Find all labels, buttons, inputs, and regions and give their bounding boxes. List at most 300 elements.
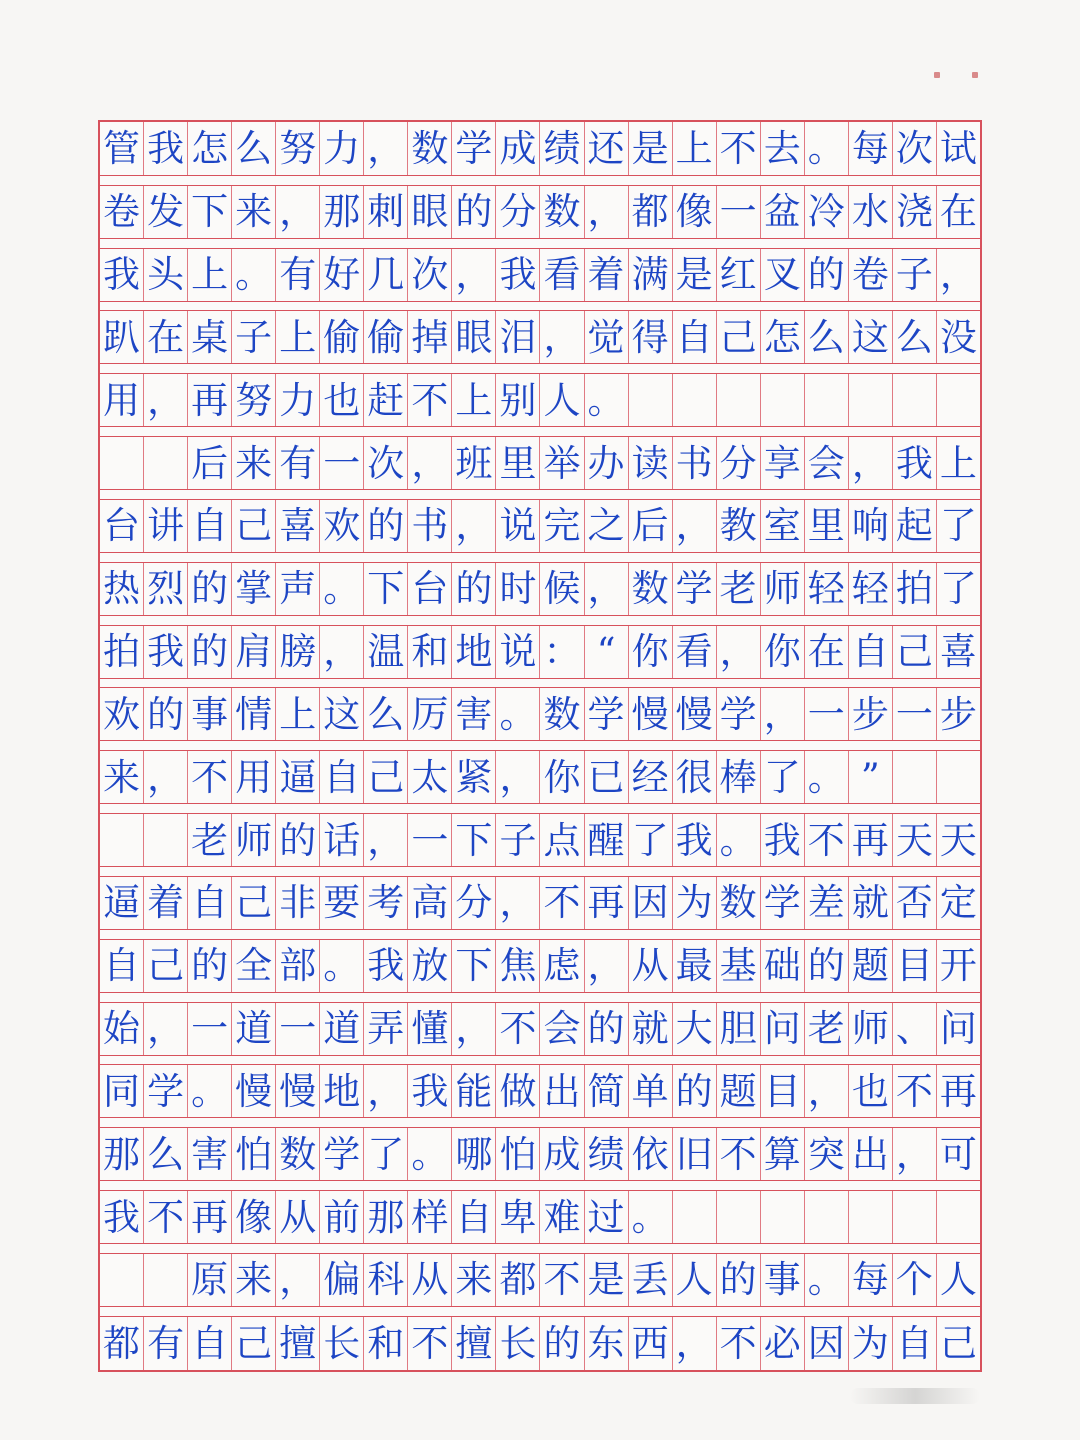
grid-cell: 懂 <box>408 1003 452 1055</box>
grid-cell <box>805 374 849 426</box>
grid-cell: ” <box>849 751 893 803</box>
grid-cell: 看 <box>673 626 717 678</box>
grid-cell: ， <box>585 940 629 992</box>
grid-cell: ， <box>761 688 805 740</box>
grid-cell: 数 <box>276 1128 320 1180</box>
grid-cell: 我 <box>144 122 188 175</box>
grid-cell: 出 <box>849 1128 893 1180</box>
grid-cell: 叉 <box>761 249 805 301</box>
grid-cell: 都 <box>629 186 673 238</box>
grid-cell: 算 <box>761 1128 805 1180</box>
grid-cell: 声 <box>276 563 320 615</box>
grid-cell: 老 <box>188 814 232 866</box>
grid-cell: 烈 <box>144 563 188 615</box>
grid-cell: 长 <box>320 1317 364 1370</box>
grid-row <box>100 1253 980 1307</box>
grid-cell: 那 <box>364 1191 408 1243</box>
grid-row <box>100 248 980 302</box>
grid-cell: ， <box>849 437 893 489</box>
grid-cell: ， <box>276 186 320 238</box>
grid-cell: 。 <box>805 751 849 803</box>
grid-cell: 要 <box>320 877 364 929</box>
grid-cell <box>100 1254 144 1306</box>
grid-cell: 己 <box>893 626 937 678</box>
grid-cell: 子 <box>496 814 540 866</box>
grid-cell: ， <box>364 122 408 175</box>
grid-row <box>100 939 980 993</box>
grid-cell: 看 <box>540 249 584 301</box>
grid-cell: 膀 <box>276 626 320 678</box>
grid-cell: 己 <box>232 1317 276 1370</box>
grid-cell: 就 <box>629 1003 673 1055</box>
grid-cell: 么 <box>144 1128 188 1180</box>
grid-cell: 。 <box>805 1254 849 1306</box>
grid-cell: 和 <box>408 626 452 678</box>
grid-cell <box>893 374 937 426</box>
grid-cell: 桌 <box>188 311 232 363</box>
grid-cell: 很 <box>673 751 717 803</box>
grid-cell: 说 <box>496 500 540 552</box>
grid-cell: 数 <box>629 563 673 615</box>
grid-cell: 温 <box>364 626 408 678</box>
grid-cell: 从 <box>276 1191 320 1243</box>
grid-row <box>100 1190 980 1244</box>
grid-cell: 掌 <box>232 563 276 615</box>
grid-cell: 完 <box>540 500 584 552</box>
grid-cell: 不 <box>540 877 584 929</box>
grid-cell: 学 <box>452 122 496 175</box>
grid-cell: 不 <box>408 1317 452 1370</box>
grid-cell: 不 <box>893 1065 937 1117</box>
grid-cell: 再 <box>939 1069 977 1113</box>
grid-cell: 了 <box>629 814 673 866</box>
grid-cell: 趴 <box>100 311 144 363</box>
grid-cell: 了 <box>761 751 805 803</box>
grid-cell: ， <box>408 437 452 489</box>
grid-cell: 努 <box>276 122 320 175</box>
grid-cell: 前 <box>320 1191 364 1243</box>
grid-cell: 单 <box>629 1065 673 1117</box>
grid-cell: 的 <box>188 563 232 615</box>
grid-cell: 喜 <box>939 630 977 674</box>
grid-cell: 轻 <box>805 563 849 615</box>
grid-cell: 教 <box>717 500 761 552</box>
grid-cell: 自 <box>452 1191 496 1243</box>
grid-cell: 过 <box>585 1191 629 1243</box>
grid-cell: 么 <box>232 122 276 175</box>
grid-cell: ， <box>673 1317 717 1370</box>
grid-cell: 的 <box>188 626 232 678</box>
grid-cell: 天 <box>893 814 937 866</box>
grid-cell: 卷 <box>849 249 893 301</box>
grid-cell: 长 <box>496 1317 540 1370</box>
grid-cell: 别 <box>496 374 540 426</box>
grid-cell: 上 <box>673 122 717 175</box>
grid-cell: 醒 <box>585 814 629 866</box>
grid-cell: 自 <box>188 500 232 552</box>
grid-cell: 己 <box>232 500 276 552</box>
grid-cell: 眼 <box>408 186 452 238</box>
grid-cell: 每 <box>849 122 893 175</box>
grid-cell: 次 <box>364 437 408 489</box>
grid-cell: 自 <box>188 877 232 929</box>
grid-cell: 擅 <box>276 1317 320 1370</box>
grid-cell: 事 <box>188 688 232 740</box>
grid-cell: 那 <box>100 1128 144 1180</box>
grid-cell: 一 <box>805 688 849 740</box>
grid-cell: 定 <box>939 881 977 925</box>
grid-cell: 焦 <box>496 940 540 992</box>
grid-cell: 来 <box>232 1254 276 1306</box>
grid-cell: 卷 <box>100 186 144 238</box>
grid-cell: 么 <box>893 311 937 363</box>
grid-cell <box>849 374 893 426</box>
grid-cell <box>629 374 673 426</box>
grid-cell: 基 <box>717 940 761 992</box>
grid-cell: 数 <box>540 688 584 740</box>
grid-cell: 我 <box>364 940 408 992</box>
grid-cell: 书 <box>408 500 452 552</box>
grid-cell: ， <box>144 1003 188 1055</box>
grid-cell: 书 <box>673 437 717 489</box>
grid-cell: 自 <box>893 1317 937 1370</box>
grid-row <box>100 625 980 679</box>
grid-cell: 候 <box>540 563 584 615</box>
grid-cell: 自 <box>849 626 893 678</box>
grid-row <box>100 436 980 490</box>
grid-cell <box>893 751 937 803</box>
grid-cell: 自 <box>100 940 144 992</box>
grid-cell <box>144 1254 188 1306</box>
grid-cell <box>673 374 717 426</box>
grid-cell: 难 <box>540 1191 584 1243</box>
grid-cell: 。 <box>629 1191 673 1243</box>
grid-cell: 最 <box>673 940 717 992</box>
grid-cell: ， <box>805 1065 849 1117</box>
grid-cell: 必 <box>761 1317 805 1370</box>
grid-cell: 去 <box>761 122 805 175</box>
grid-cell: 来 <box>100 751 144 803</box>
grid-cell: ， <box>452 249 496 301</box>
grid-cell: 么 <box>805 311 849 363</box>
grid-cell: 我 <box>496 249 540 301</box>
grid-cell: 眼 <box>452 311 496 363</box>
grid-cell: 不 <box>188 751 232 803</box>
grid-cell: 之 <box>585 500 629 552</box>
grid-cell: 好 <box>320 249 364 301</box>
grid-cell: 肩 <box>232 626 276 678</box>
grid-cell: 时 <box>496 563 540 615</box>
grid-cell: 上 <box>452 374 496 426</box>
grid-cell: 、 <box>893 1003 937 1055</box>
grid-cell: 欢 <box>320 500 364 552</box>
grid-cell: ， <box>320 626 364 678</box>
grid-cell: 话 <box>320 814 364 866</box>
grid-cell: 你 <box>761 626 805 678</box>
grid-cell: 偷 <box>364 311 408 363</box>
grid-cell: 可 <box>939 1132 977 1176</box>
grid-cell: 学 <box>673 563 717 615</box>
grid-cell: 的 <box>452 186 496 238</box>
grid-cell: ， <box>893 1128 937 1180</box>
grid-cell <box>937 1191 980 1243</box>
grid-cell: 有 <box>144 1317 188 1370</box>
grid-cell: 分 <box>717 437 761 489</box>
grid-cell: 绩 <box>585 1128 629 1180</box>
grid-cell: 你 <box>629 626 673 678</box>
grid-cell: 我 <box>761 814 805 866</box>
grid-cell: 点 <box>540 814 584 866</box>
grid-cell: ， <box>673 500 717 552</box>
grid-cell: 问 <box>939 1007 977 1051</box>
grid-cell: 了 <box>364 1128 408 1180</box>
grid-row <box>100 1127 980 1181</box>
grid-cell: 起 <box>893 500 937 552</box>
grid-cell: 目 <box>761 1065 805 1117</box>
grid-cell: 从 <box>629 940 673 992</box>
grid-cell: 得 <box>629 311 673 363</box>
grid-cell: 步 <box>939 692 977 736</box>
grid-cell: 浇 <box>893 186 937 238</box>
grid-cell: 非 <box>276 877 320 929</box>
grid-cell: 来 <box>232 186 276 238</box>
grid-cell: 没 <box>939 315 977 359</box>
grid-cell: 学 <box>717 688 761 740</box>
grid-cell: 也 <box>320 374 364 426</box>
grid-cell: 试 <box>939 127 977 170</box>
grid-cell: ， <box>496 751 540 803</box>
grid-cell: 。 <box>408 1128 452 1180</box>
grid-cell: 个 <box>893 1254 937 1306</box>
grid-cell: 础 <box>761 940 805 992</box>
grid-cell: 头 <box>144 249 188 301</box>
grid-cell: ， <box>144 374 188 426</box>
grid-cell: 始 <box>100 1003 144 1055</box>
grid-cell: 天 <box>939 818 977 862</box>
grid-cell: 差 <box>805 877 849 929</box>
grid-cell: 依 <box>629 1128 673 1180</box>
grid-cell: 成 <box>540 1128 584 1180</box>
grid-cell: 人 <box>939 1258 977 1302</box>
grid-row <box>100 562 980 616</box>
grid-cell: 科 <box>364 1254 408 1306</box>
grid-cell: 做 <box>496 1065 540 1117</box>
grid-cell: 。 <box>585 374 629 426</box>
grid-cell: 力 <box>276 374 320 426</box>
grid-cell: 满 <box>629 249 673 301</box>
grid-cell <box>100 437 144 489</box>
grid-cell: 次 <box>893 122 937 175</box>
grid-cell: 的 <box>673 1065 717 1117</box>
grid-cell: 响 <box>849 500 893 552</box>
grid-cell: 欢 <box>100 688 144 740</box>
grid-cell: 下 <box>364 563 408 615</box>
grid-cell: 老 <box>805 1003 849 1055</box>
grid-cell: 道 <box>320 1003 364 1055</box>
grid-cell: 自 <box>188 1317 232 1370</box>
grid-cell: 办 <box>585 437 629 489</box>
grid-cell: 一 <box>717 186 761 238</box>
grid-cell: 怕 <box>232 1128 276 1180</box>
grid-cell: 我 <box>893 437 937 489</box>
grid-cell: 的 <box>188 940 232 992</box>
grid-cell: 来 <box>232 437 276 489</box>
grid-row <box>100 499 980 553</box>
grid-cell: 。 <box>188 1065 232 1117</box>
grid-cell: 喜 <box>276 500 320 552</box>
grid-row <box>100 750 980 804</box>
grid-cell: 害 <box>452 688 496 740</box>
grid-cell: 己 <box>939 1321 977 1365</box>
grid-cell: 子 <box>232 311 276 363</box>
grid-cell: 一 <box>188 1003 232 1055</box>
grid-cell: 人 <box>673 1254 717 1306</box>
grid-cell: 师 <box>849 1003 893 1055</box>
grid-cell <box>144 437 188 489</box>
grid-cell: 分 <box>452 877 496 929</box>
grid-cell: 用 <box>100 374 144 426</box>
grid-cell: 么 <box>364 688 408 740</box>
grid-cell: 都 <box>100 1317 144 1370</box>
grid-cell: 怕 <box>496 1128 540 1180</box>
grid-cell: 不 <box>496 1003 540 1055</box>
grid-cell: ， <box>144 751 188 803</box>
grid-cell: 学 <box>320 1128 364 1180</box>
grid-cell: 。 <box>496 688 540 740</box>
grid-cell: 数 <box>408 122 452 175</box>
grid-cell: 问 <box>761 1003 805 1055</box>
grid-cell: 都 <box>496 1254 540 1306</box>
grid-cell: 数 <box>717 877 761 929</box>
grid-cell: 就 <box>849 877 893 929</box>
grid-cell: 每 <box>849 1254 893 1306</box>
grid-cell: 太 <box>408 751 452 803</box>
grid-cell: 拍 <box>100 626 144 678</box>
grid-cell: 后 <box>188 437 232 489</box>
grid-cell: ， <box>364 1065 408 1117</box>
grid-cell: 。 <box>717 814 761 866</box>
grid-cell: ， <box>717 626 761 678</box>
grid-cell: 我 <box>100 249 144 301</box>
grid-cell: 我 <box>144 626 188 678</box>
grid-cell: 。 <box>232 249 276 301</box>
grid-cell: 情 <box>232 688 276 740</box>
grid-cell <box>849 1191 893 1243</box>
grid-cell: 上 <box>188 249 232 301</box>
grid-cell: 盆 <box>761 186 805 238</box>
grid-row <box>100 876 980 930</box>
grid-cell: 逼 <box>276 751 320 803</box>
grid-cell: 高 <box>408 877 452 929</box>
grid-cell: 简 <box>585 1065 629 1117</box>
grid-cell: 因 <box>629 877 673 929</box>
grid-cell: 从 <box>408 1254 452 1306</box>
grid-cell: 室 <box>761 500 805 552</box>
grid-cell: 那 <box>320 186 364 238</box>
grid-row <box>100 813 980 867</box>
grid-cell: 哪 <box>452 1128 496 1180</box>
grid-cell: 卑 <box>496 1191 540 1243</box>
grid-cell: 步 <box>849 688 893 740</box>
grid-cell: 还 <box>585 122 629 175</box>
grid-cell: 这 <box>320 688 364 740</box>
grid-cell: 像 <box>673 186 717 238</box>
grid-cell: 的 <box>805 940 849 992</box>
grid-cell: ， <box>496 877 540 929</box>
grid-cell: 努 <box>232 374 276 426</box>
grid-cell: 台 <box>408 563 452 615</box>
grid-cell: ， <box>276 1254 320 1306</box>
grid-cell: 一 <box>893 688 937 740</box>
grid-row <box>100 1064 980 1118</box>
grid-row <box>100 310 980 364</box>
grid-cell: 同 <box>100 1065 144 1117</box>
grid-cell: 刺 <box>364 186 408 238</box>
grid-cell: 弄 <box>364 1003 408 1055</box>
grid-cell: 逼 <box>100 877 144 929</box>
grid-cell: 胆 <box>717 1003 761 1055</box>
grid-cell: 不 <box>144 1191 188 1243</box>
grid-cell: 怎 <box>761 311 805 363</box>
grid-cell: 不 <box>540 1254 584 1306</box>
grid-cell: 子 <box>893 249 937 301</box>
grid-cell: ， <box>452 500 496 552</box>
grid-cell: 全 <box>232 940 276 992</box>
grid-cell: 突 <box>805 1128 849 1180</box>
grid-cell: ， <box>540 311 584 363</box>
grid-cell: 自 <box>673 311 717 363</box>
grid-row <box>100 122 980 176</box>
grid-cell: 目 <box>893 940 937 992</box>
grid-cell: 成 <box>496 122 540 175</box>
grid-cell: 的 <box>805 249 849 301</box>
grid-cell: 着 <box>144 877 188 929</box>
grid-cell: 有 <box>276 437 320 489</box>
grid-cell: 能 <box>452 1065 496 1117</box>
grid-cell: 不 <box>408 374 452 426</box>
grid-cell: 管 <box>100 122 144 175</box>
grid-cell: 冷 <box>805 186 849 238</box>
grid-cell: 的 <box>276 814 320 866</box>
grid-cell: 题 <box>849 940 893 992</box>
grid-cell: 不 <box>805 814 849 866</box>
grid-cell: 上 <box>276 688 320 740</box>
grid-cell: 师 <box>232 814 276 866</box>
grid-cell: 己 <box>717 311 761 363</box>
grid-cell: 慢 <box>232 1065 276 1117</box>
grid-cell: 地 <box>452 626 496 678</box>
grid-cell: 题 <box>717 1065 761 1117</box>
grid-cell: 自 <box>320 751 364 803</box>
grid-cell: 样 <box>408 1191 452 1243</box>
grid-cell: 再 <box>585 877 629 929</box>
grid-row <box>100 1316 980 1370</box>
grid-row <box>100 687 980 741</box>
grid-cell: 出 <box>540 1065 584 1117</box>
grid-cell: 享 <box>761 437 805 489</box>
grid-cell: 这 <box>849 311 893 363</box>
grid-cell: 大 <box>673 1003 717 1055</box>
grid-cell: 己 <box>144 940 188 992</box>
grid-cell: 的 <box>717 1254 761 1306</box>
grid-cell: 你 <box>540 751 584 803</box>
grid-cell <box>673 1191 717 1243</box>
grid-cell: 的 <box>364 500 408 552</box>
grid-cell: 下 <box>188 186 232 238</box>
grid-cell <box>761 374 805 426</box>
grid-cell: 力 <box>320 122 364 175</box>
grid-cell: 上 <box>939 441 977 485</box>
